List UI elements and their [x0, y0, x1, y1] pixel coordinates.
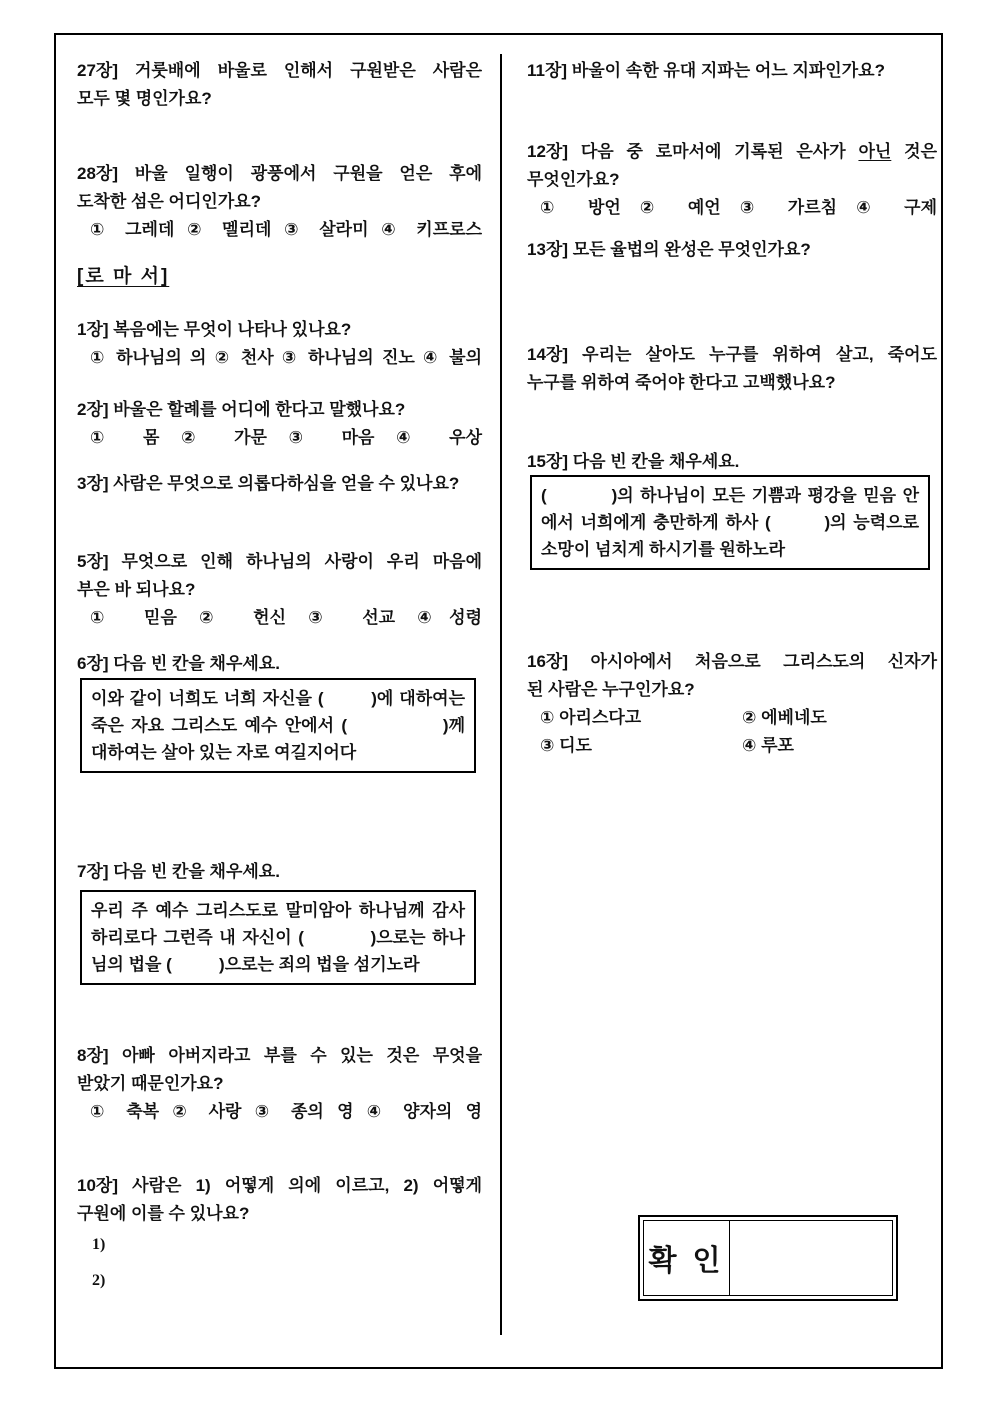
question-16-choices-row-2	[527, 732, 937, 760]
question-1-line-1: 1장] 복음에는 무엇이 나타나 있나요?	[77, 320, 352, 339]
question-12	[527, 138, 937, 222]
question-5-choices: ① 믿음 ② 헌신 ③ 선교 ④성령	[90, 608, 482, 627]
question-10-answer-item-1: 1)	[92, 1236, 106, 1253]
question-1-choices: ① 하나님의 의 ② 천사 ③ 하나님의 진노 ④ 불의	[90, 348, 482, 367]
question-3-line-1: 3장] 사람은 무엇으로 의롭다하심을 얻을 수 있나요?	[77, 474, 460, 493]
question-7-fill-blank-box	[80, 890, 476, 985]
question-5-line-2: 부은 바 되나요?	[77, 580, 196, 599]
question-14-line-1: 14장] 우리는 살아도 누구를 위하여 살고, 죽어도	[527, 345, 937, 364]
question-16	[527, 648, 937, 760]
question-11	[527, 57, 937, 85]
question-16-choice-4: ④ 루포	[742, 736, 794, 755]
question-28-choices: ① 그레데 ② 멜리데 ③ 살라미 ④ 키프로스	[90, 220, 482, 239]
section-header-romans: [로 마 서]	[77, 266, 170, 287]
question-28-line-2: 도착한 섬은 어디인가요?	[77, 192, 262, 211]
question-10-line-2: 구원에 이를 수 있나요?	[77, 1204, 250, 1223]
question-12-line-1-pre: 12장] 다음 중 로마서에 기록된 은사가	[527, 142, 859, 161]
question-8-choices: ① 축복 ② 사랑 ③ 종의 영 ④ 양자의 영	[90, 1102, 482, 1121]
question-13	[527, 236, 937, 264]
question-6-header	[77, 650, 482, 678]
question-12-line-1	[527, 138, 937, 166]
question-12-choices: ① 방언 ② 예언 ③ 가르침 ④ 구제	[540, 198, 937, 217]
question-10-line-1: 10장] 사람은 1) 어떻게 의에 이르고, 2) 어떻게	[77, 1176, 482, 1195]
question-16-choices-row-1	[527, 704, 937, 732]
question-28	[77, 160, 482, 244]
question-5	[77, 548, 482, 632]
question-6-box-line-2: 죽은 자요 그리스도 예수 안에서 ( )께	[91, 716, 465, 735]
question-15-box-line-2: 에서 너희에게 충만하게 하사 ( )의 능력으로	[541, 513, 919, 532]
question-3	[77, 470, 482, 498]
question-16-line-1: 16장] 아시아에서 처음으로 그리스도의 신자가	[527, 652, 937, 671]
question-7-box-line-1: 우리 주 예수 그리스도로 말미암아 하나님께 감사	[91, 901, 465, 920]
question-15-box-line-1: ( )의 하나님이 모든 기쁨과 평강을 믿음 안	[541, 486, 919, 505]
question-28-line-1: 28장] 바울 일행이 광풍에서 구원을 얻은 후에	[77, 164, 482, 183]
question-6-box-line-1: 이와 같이 너희도 너희 자신을 ( )에 대하여는	[91, 689, 465, 708]
question-12-line-2: 무엇인가요?	[527, 170, 620, 189]
question-8-line-2: 받았기 때문인가요?	[77, 1074, 224, 1093]
question-7-box-line-2: 하리로다 그런즉 내 자신이 ( )으로는 하나	[91, 928, 465, 947]
question-7-header	[77, 858, 482, 886]
question-15-header-text: 15장] 다음 빈 칸을 채우세요.	[527, 452, 740, 471]
worksheet-page	[54, 33, 943, 1369]
column-divider-line	[500, 54, 502, 1335]
question-11-line-1: 11장] 바울이 속한 유대 지파는 어느 지파인가요?	[527, 61, 885, 80]
question-7-box-line-3: 님의 법을 ( )으로는 죄의 법을 섬기노라	[91, 955, 420, 974]
question-6-header-text: 6장] 다음 빈 칸을 채우세요.	[77, 654, 280, 673]
question-16-line-2: 된 사람은 누구인가요?	[527, 680, 695, 699]
question-8-line-1: 8장] 아빠 아버지라고 부를 수 있는 것은 무엇을	[77, 1046, 482, 1065]
question-12-line-1-post: 것은	[891, 142, 937, 161]
question-14	[527, 341, 937, 397]
question-6-fill-blank-box	[80, 678, 476, 773]
question-2-choices: ① 몸 ② 가문 ③ 마음 ④ 우상	[90, 428, 482, 447]
question-8	[77, 1042, 482, 1126]
question-27-line-2: 모두 몇 명인가요?	[77, 89, 212, 108]
question-5-line-1: 5장] 무엇으로 인해 하나님의 사랑이 우리 마음에	[77, 552, 482, 571]
question-1	[77, 316, 482, 372]
question-2	[77, 396, 482, 452]
question-10	[77, 1172, 482, 1228]
question-2-line-1: 2장] 바울은 할례를 어디에 한다고 말했나요?	[77, 400, 406, 419]
confirmation-signature-area	[730, 1221, 892, 1295]
confirmation-label: 확 인	[644, 1221, 730, 1295]
question-10-answer-item-2: 2)	[92, 1272, 106, 1289]
question-27	[77, 57, 482, 113]
question-14-line-2: 누구를 위하여 죽어야 한다고 고백했나요?	[527, 373, 836, 392]
confirmation-stamp-box	[638, 1215, 898, 1301]
question-15-header	[527, 448, 937, 476]
question-13-line-1: 13장] 모든 율법의 완성은 무엇인가요?	[527, 240, 811, 259]
question-15-fill-blank-box	[530, 475, 930, 570]
question-16-choice-2: ② 에베네도	[742, 708, 827, 727]
question-6-box-line-3: 대하여는 살아 있는 자로 여길지어다	[91, 743, 357, 762]
question-16-choice-1: ① 아리스다고	[540, 708, 642, 727]
question-27-line-1: 27장] 거룻배에 바울로 인해서 구원받은 사람은	[77, 61, 482, 80]
question-7-header-text: 7장] 다음 빈 칸을 채우세요.	[77, 862, 280, 881]
question-16-choice-3: ③ 디도	[540, 736, 592, 755]
question-12-underlined-word: 아닌	[858, 142, 892, 161]
confirmation-stamp-box-inner	[643, 1220, 893, 1296]
question-15-box-line-3: 소망이 넘치게 하시기를 원하노라	[541, 540, 786, 559]
